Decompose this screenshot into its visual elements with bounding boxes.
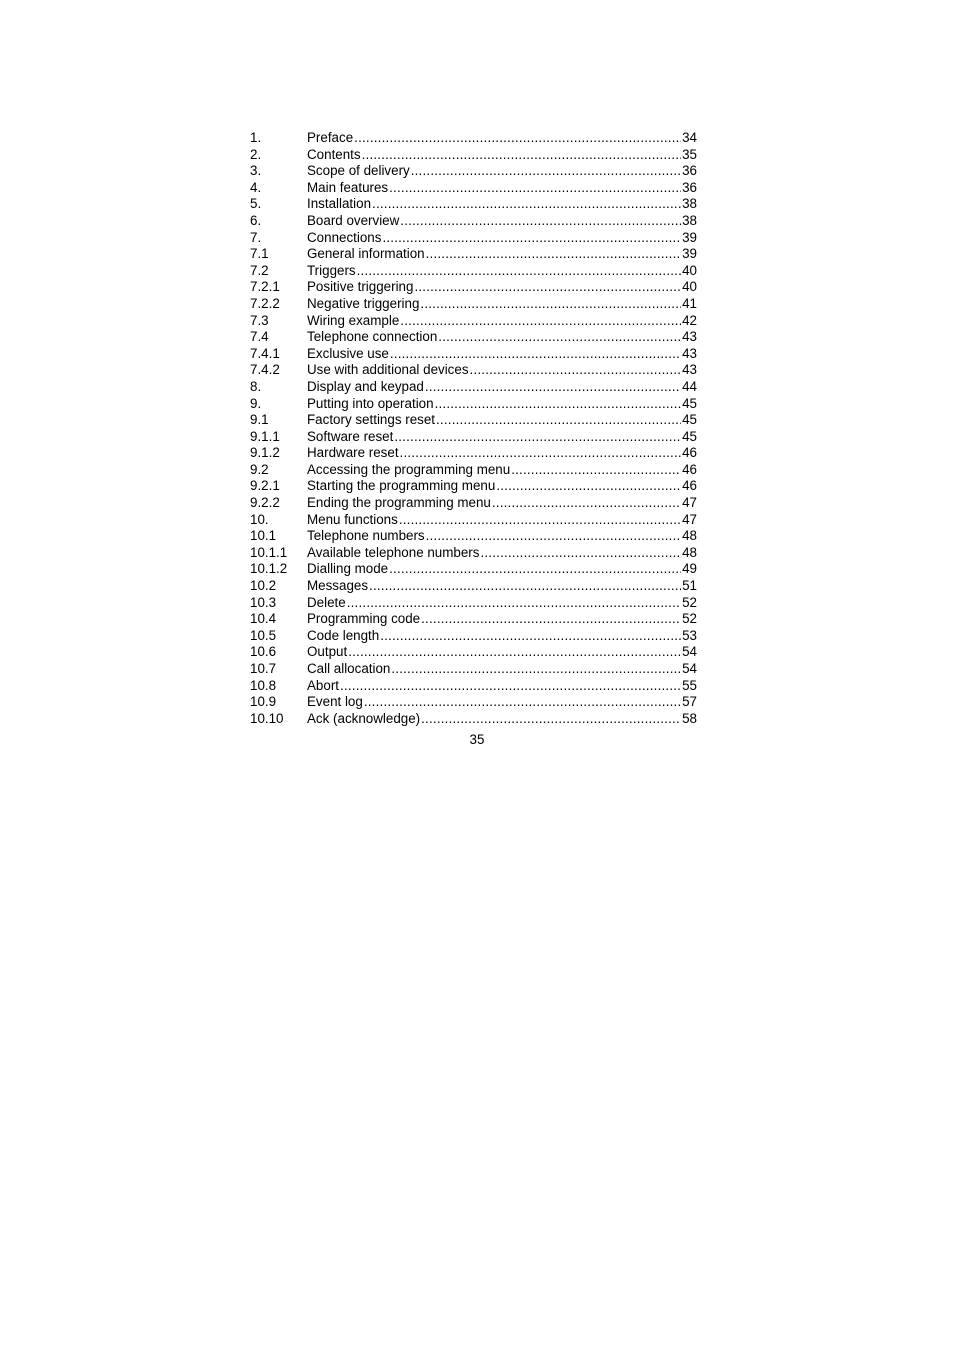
toc-entry: [250, 346, 697, 363]
toc-entry-number: 7.4: [250, 329, 269, 345]
toc-entry-page: 54: [682, 644, 697, 660]
toc-entry-title: Telephone numbers: [307, 528, 425, 544]
toc-entry-page: 41: [682, 295, 697, 311]
toc-entry-page: 46: [682, 478, 697, 494]
toc-entry-title: Factory settings reset: [307, 412, 436, 428]
toc-entry: [250, 694, 697, 711]
toc-entry-page: 43: [682, 345, 697, 361]
toc-dot-leader: [400, 213, 681, 230]
toc-dot-leader: [492, 495, 681, 512]
toc-entry-title: Use with additional devices: [307, 362, 469, 378]
toc-dot-leader: [426, 246, 681, 263]
toc-entry-page: 52: [682, 611, 697, 627]
toc-entry-number: 10.8: [250, 677, 277, 693]
toc-entry-page: 39: [682, 246, 697, 262]
toc-entry-number: 5.: [250, 196, 262, 212]
toc-entry-number: 6.: [250, 212, 262, 228]
toc-entry-page: 53: [682, 627, 697, 643]
toc-dot-leader: [382, 230, 681, 247]
toc-entry-page: 52: [682, 594, 697, 610]
toc-dot-leader: [411, 163, 681, 180]
toc-entry: [250, 379, 697, 396]
toc-entry: [250, 528, 697, 545]
toc-entry-number: 10.3: [250, 594, 277, 610]
toc-entry: [250, 561, 697, 578]
toc-entry-page: 39: [682, 229, 697, 245]
toc-entry: [250, 147, 697, 164]
toc-entry: [250, 478, 697, 495]
toc-entry-number: 10.9: [250, 694, 277, 710]
toc-entry-title: Messages: [307, 578, 369, 594]
toc-entry-number: 9.2.2: [250, 495, 280, 511]
toc-entry-number: 9.: [250, 395, 262, 411]
toc-dot-leader: [369, 578, 681, 595]
toc-entry-title: Output: [307, 644, 348, 660]
toc-entry-number: 10.5: [250, 627, 277, 643]
toc-entry-page: 58: [682, 710, 697, 726]
toc-dot-leader: [399, 512, 681, 529]
toc-entry: [250, 412, 697, 429]
toc-entry-title: Hardware reset: [307, 445, 399, 461]
toc-entry-page: 34: [682, 130, 697, 145]
toc-entry: [250, 396, 697, 413]
toc-entry-number: 4.: [250, 179, 262, 195]
toc-entry-title: Starting the programming menu: [307, 478, 496, 494]
toc-entry-page: 49: [682, 561, 697, 577]
toc-entry-page: 36: [682, 179, 697, 195]
toc-entry: [250, 578, 697, 595]
toc-dot-leader: [389, 180, 681, 197]
toc-entry-title: Ending the programming menu: [307, 495, 491, 511]
toc-entry: [250, 611, 697, 628]
toc-entry-title: Ack (acknowledge): [307, 710, 421, 726]
toc-entry: [250, 429, 697, 446]
toc-entry-page: 45: [682, 428, 697, 444]
toc-entry-number: 10.: [250, 511, 269, 527]
toc-entry-page: 46: [682, 445, 697, 461]
toc-entry-number: 9.2: [250, 461, 269, 477]
toc-entry-title: Connections: [307, 229, 382, 245]
toc-entry-title: Telephone connection: [307, 329, 438, 345]
toc-entry-number: 1.: [250, 130, 262, 145]
toc-entry-number: 10.1.2: [250, 561, 288, 577]
toc-dot-leader: [496, 478, 681, 495]
toc-dot-leader: [470, 362, 682, 379]
toc-dot-leader: [354, 130, 681, 147]
toc-entry-number: 10.2: [250, 578, 277, 594]
toc-entry-page: 38: [682, 196, 697, 212]
toc-entry-title: Code length: [307, 627, 380, 643]
toc-entry-number: 10.7: [250, 661, 277, 676]
toc-entry: [250, 246, 697, 263]
toc-entry: [250, 163, 697, 180]
toc-dot-leader: [421, 711, 681, 728]
toc-entry-title: Call allocation: [307, 661, 391, 676]
toc-entry-page: 40: [682, 279, 697, 295]
toc-entry-page: 46: [682, 461, 697, 477]
toc-dot-leader: [348, 644, 681, 661]
toc-dot-leader: [421, 611, 681, 628]
toc-entry: [250, 230, 697, 247]
toc-entry: [250, 213, 697, 230]
toc-entry-title: Delete: [307, 594, 346, 610]
toc-entry-title: Scope of delivery: [307, 163, 410, 179]
toc-entry-title: Accessing the programming menu: [307, 461, 511, 477]
toc-entry-number: 7.3: [250, 312, 269, 328]
toc-entry-page: 40: [682, 262, 697, 278]
toc-entry-page: 38: [682, 212, 697, 228]
toc-entry-number: 7.: [250, 229, 262, 245]
toc-dot-leader: [362, 147, 681, 164]
toc-entry: [250, 296, 697, 313]
toc-entry-page: 51: [682, 578, 697, 594]
toc-entry-page: 36: [682, 163, 697, 179]
toc-entry: [250, 462, 697, 479]
toc-entry-title: Event log: [307, 694, 363, 710]
toc-dot-leader: [400, 313, 681, 330]
toc-entry-title: Exclusive use: [307, 345, 389, 361]
toc-entry: [250, 711, 697, 728]
toc-entry-title: Wiring example: [307, 312, 400, 328]
toc-dot-leader: [436, 412, 681, 429]
toc-entry-number: 10.6: [250, 644, 277, 660]
toc-entry: [250, 180, 697, 197]
toc-entry-number: 7.2: [250, 262, 269, 278]
toc-entry-title: Programming code: [307, 611, 421, 627]
toc-dot-leader: [511, 462, 681, 479]
toc-dot-leader: [438, 329, 681, 346]
toc-entry-title: Installation: [307, 196, 372, 212]
toc-entry-number: 3.: [250, 163, 262, 179]
toc-dot-leader: [391, 661, 681, 678]
toc-entry: [250, 329, 697, 346]
toc-dot-leader: [420, 296, 681, 313]
toc-entry-number: 7.1: [250, 246, 269, 262]
toc-entry-number: 2.: [250, 146, 262, 162]
toc-entry: [250, 445, 697, 462]
toc-entry: [250, 279, 697, 296]
toc-entry-title: Contents: [307, 146, 361, 162]
toc-entry-title: Putting into operation: [307, 395, 434, 411]
toc-entry-number: 10.1.1: [250, 544, 288, 560]
toc-entry-page: 54: [682, 661, 697, 676]
toc-entry-title: Positive triggering: [307, 279, 414, 295]
toc-entry-page: 48: [682, 528, 697, 544]
page-number: 35: [469, 732, 485, 747]
toc-entry-number: 9.1.2: [250, 445, 280, 461]
toc-entry-page: 47: [682, 511, 697, 527]
toc-entry-title: Triggers: [307, 262, 356, 278]
toc-dot-leader: [400, 445, 682, 462]
toc-entry-title: General information: [307, 246, 425, 262]
toc-entry-number: 10.1: [250, 528, 277, 544]
toc-entry-title: Main features: [307, 179, 389, 195]
toc-dot-leader: [480, 545, 681, 562]
toc-dot-leader: [426, 528, 681, 545]
toc-entry-title: Abort: [307, 677, 340, 693]
toc-entry-number: 8.: [250, 378, 262, 394]
toc-entry-page: 42: [682, 312, 697, 328]
toc-entry: [250, 130, 697, 147]
toc-entry: [250, 313, 697, 330]
toc-entry-title: Available telephone numbers: [307, 544, 480, 560]
toc-entry-title: Dialling mode: [307, 561, 389, 577]
toc-dot-leader: [340, 678, 681, 695]
toc-entry-title: Display and keypad: [307, 378, 424, 394]
toc-entry: [250, 196, 697, 213]
toc-entry: [250, 661, 697, 678]
toc-dot-leader: [414, 279, 681, 296]
toc-entry-number: 10.4: [250, 611, 277, 627]
toc-entry-page: 43: [682, 362, 697, 378]
toc-entry-title: Software reset: [307, 428, 394, 444]
toc-entry: [250, 545, 697, 562]
toc-entry-number: 9.1.1: [250, 428, 280, 444]
toc-dot-leader: [357, 263, 681, 280]
toc-entry-number: 9.1: [250, 412, 269, 428]
toc-entry-number: 7.4.1: [250, 345, 280, 361]
toc-entry-title: Preface: [307, 130, 354, 145]
toc-entry-title: Menu functions: [307, 511, 398, 527]
toc-dot-leader: [390, 346, 681, 363]
toc-dot-leader: [372, 196, 681, 213]
toc-entry-title: Board overview: [307, 212, 400, 228]
toc-dot-leader: [394, 429, 681, 446]
toc-entry-number: 7.2.2: [250, 295, 280, 311]
toc-entry-page: 57: [682, 694, 697, 710]
toc-entry: [250, 495, 697, 512]
toc-entry-number: 9.2.1: [250, 478, 280, 494]
table-of-contents: [250, 130, 697, 727]
toc-entry-page: 47: [682, 495, 697, 511]
toc-entry-page: 55: [682, 677, 697, 693]
toc-entry-page: 35: [682, 146, 697, 162]
toc-entry-page: 44: [682, 378, 697, 394]
toc-dot-leader: [435, 396, 682, 413]
toc-dot-leader: [364, 694, 681, 711]
toc-entry: [250, 263, 697, 280]
toc-entry: [250, 595, 697, 612]
toc-entry-page: 45: [682, 395, 697, 411]
toc-entry: [250, 628, 697, 645]
toc-entry: [250, 678, 697, 695]
toc-entry: [250, 362, 697, 379]
toc-dot-leader: [389, 561, 681, 578]
toc-entry-number: 10.10: [250, 710, 284, 726]
toc-dot-leader: [347, 595, 681, 612]
toc-entry-number: 7.4.2: [250, 362, 280, 378]
toc-entry-page: 45: [682, 412, 697, 428]
toc-entry-number: 7.2.1: [250, 279, 280, 295]
toc-entry: [250, 644, 697, 661]
toc-entry-page: 48: [682, 544, 697, 560]
toc-entry-title: Negative triggering: [307, 295, 420, 311]
toc-dot-leader: [380, 628, 681, 645]
toc-dot-leader: [425, 379, 681, 396]
toc-entry-page: 43: [682, 329, 697, 345]
toc-entry: [250, 512, 697, 529]
